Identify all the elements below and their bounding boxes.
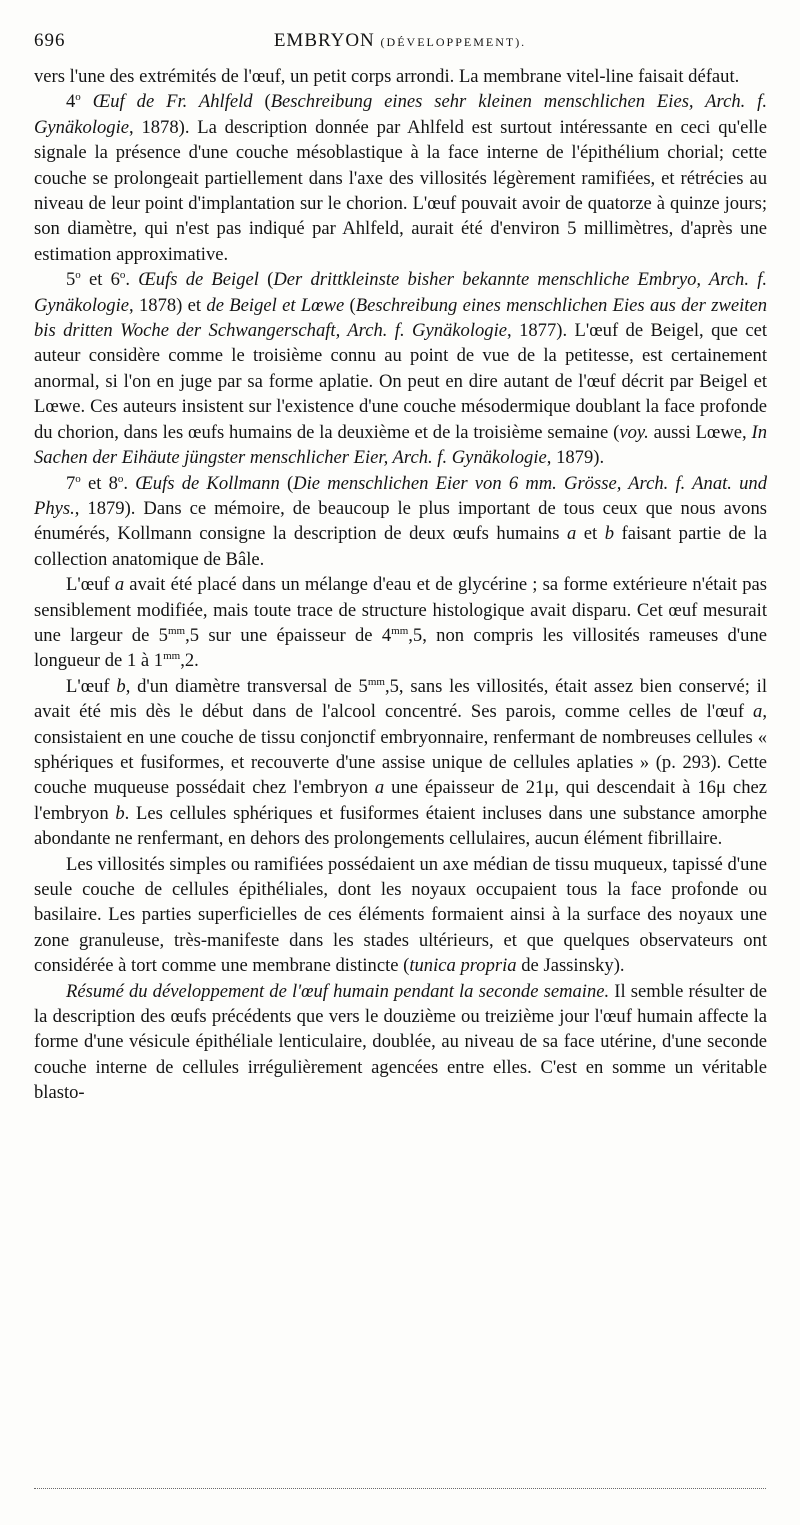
- text-run: , 1877). L'œuf de Beigel, que cet auteur considère comme le troisième connu au point de vue de la petitesse, est certainement anormal, si l'on en juge par sa forme aplatie. On peut en dire autant de l'œuf décrit par Beigel et Lœwe. Ces auteurs insistent sur l'existence d'une couche mésodermique doublant la face profonde du chorion, dans les œufs humains de la deuxième et de la troisième semaine (: [34, 320, 767, 443]
- page-header: [34, 30, 766, 54]
- text-run: vers l'une des extrémités de l'œuf, un petit corps arrondi. La membrane vitel-line faisait défaut.: [34, 66, 740, 87]
- text-run: L'œuf: [66, 574, 115, 596]
- text-run: (: [252, 91, 271, 113]
- italic-text: a: [753, 701, 763, 723]
- text-run: L'œuf: [66, 675, 117, 697]
- text-run: 5: [66, 269, 76, 291]
- superscript: o: [117, 472, 124, 485]
- italic-text: Œuf de Fr. Ahlfeld: [80, 91, 253, 113]
- paragraph: [34, 89, 767, 267]
- superscript: mm: [167, 624, 186, 637]
- text-run: , d'un diamètre transversal de 5: [125, 675, 368, 697]
- italic-text: a: [374, 777, 385, 799]
- text-run: Il semble résulter de la description des œufs précédents que vers le douzième ou treizième jour l'œuf humain affecte la forme d'une vésicule épithéliale lenticulaire, doublée, au niveau de sa face utérine, d'une seconde couche interne de cellules irrégulièrement agencées entre elles. C'est en somme un véritable blasto-: [34, 980, 767, 1104]
- running-title-subtitle: (DÉVELOPPEMENT).: [380, 35, 527, 49]
- text-run: ,5 sur une épaisseur de 4: [185, 624, 392, 646]
- text-run: 7: [66, 472, 76, 494]
- text-run: et 6: [80, 269, 120, 291]
- superscript: mm: [163, 650, 181, 663]
- italic-text: tunica propria: [409, 955, 517, 977]
- footer-rule: [34, 1488, 766, 1489]
- italic-text: de Beigel et Lœwe: [206, 294, 345, 316]
- text-run: ,5, non compris les villosités rameuses d'une longueur de 1 à 1: [34, 624, 767, 672]
- text-run: aussi Lœwe,: [648, 421, 752, 443]
- italic-text: a: [114, 574, 125, 596]
- superscript: o: [75, 472, 81, 485]
- italic-text: Die menschlichen Eier von 6 mm. Grösse, Arch. f. Anat. und Phys.: [34, 472, 768, 519]
- text-run: de Jassinsky).: [516, 955, 625, 977]
- italic-text: a: [566, 523, 577, 545]
- text-run: . Les cellules sphériques et fusiformes étaient incluses dans une substance amorphe abondante ne renfermant, en dehors des prolongements cellulaires, aucun élément fibrillaire.: [34, 802, 768, 850]
- text-run: une épaisseur de 21μ, qui descendait à 16μ chez l'embryon: [34, 777, 767, 824]
- paragraph: [34, 471, 767, 573]
- paragraph: [34, 267, 767, 470]
- superscript: mm: [391, 624, 409, 637]
- superscript: mm: [367, 675, 385, 688]
- text-run: et: [576, 523, 605, 545]
- text-run: ,5, sans les villosités, était assez bien conservé; il avait été mis dès le début dans de l'alcool concentré. Ses parois, comme celles de l'œuf: [34, 675, 768, 723]
- paragraph: [34, 64, 767, 89]
- italic-text: Der drittkleinste bisher bekannte menschliche Embryo, Arch. f. Gynäkologie: [34, 269, 768, 316]
- italic-text: Œufs de Kollmann: [135, 472, 280, 494]
- superscript: o: [75, 269, 81, 282]
- paragraph: [34, 572, 767, 674]
- italic-text: b: [116, 675, 126, 697]
- text-run: (: [279, 472, 294, 494]
- running-title-main: EMBRYON: [273, 30, 375, 51]
- text-run: et 8: [80, 472, 118, 494]
- running-title: [34, 30, 766, 52]
- text-run: , consistaient en une couche de tissu conjonctif embryonnaire, renfermant de nombreuses cellules « sphériques et fusiformes, et recouverte d'une assise unique de cellules aplaties » (p. 293). Cette couche muqueuse possédait chez l'embryon: [34, 701, 767, 799]
- text-run: , 1878) et: [129, 294, 207, 316]
- italic-text: Beschreibung eines sehr kleinen menschlichen Eies, Arch. f. Gynäkologie: [34, 91, 767, 138]
- text-run: avait été placé dans un mélange d'eau et de glycérine ; sa forme extérieure n'était pas sensiblement modifiée, mais toute trace de structure histologique avait disparu. Cet œuf mesurait une largeur de 5: [34, 574, 767, 646]
- text-run: , 1878). La description donnée par Ahlfeld est surtout intéressante en ceci qu'elle signale la présence d'une couche mésoblastique à la face interne de l'épithélium chorial; cette couche se prolongeait partiellement dans l'axe des villosités légèrement ramifiées, et rétrécies au niveau de leur point d'implantation sur le chorion. L'œuf pouvait avoir de quatorze à quinze jours; son diamètre, qui n'est pas indiqué par Ahlfeld, aurait été d'environ 5 millimètres, d'après une estimation approximative.: [34, 116, 767, 265]
- paragraph: [34, 979, 767, 1106]
- text-run: 4: [66, 91, 76, 113]
- paragraph: [34, 852, 767, 979]
- text-run: faisant partie de la collection anatomique de Bâle.: [34, 523, 767, 570]
- text-run: (: [258, 269, 274, 291]
- superscript: o: [75, 91, 81, 104]
- text-run: , 1879). Dans ce mémoire, de beaucoup le plus important de tous ceux que nous avons énumérés, Kollmann consigne la description de deux œufs humains: [34, 497, 767, 545]
- paragraph: [34, 674, 767, 852]
- text-run: .: [123, 472, 136, 494]
- text-run: .: [125, 269, 139, 291]
- text-run: Les villosités simples ou ramifiées possédaient un axe médian de tissu muqueux, tapissé d'une seule couche de cellules épithéliales, dont les noyaux occupaient tous la face profonde ou basilaire. Les parties superficielles de ces éléments formaient ainsi à la surface des noyaux une zone granuleuse, très-manifeste dans les stades ultérieurs, et que quelques observateurs ont considérée à tort comme une membrane distincte (: [34, 853, 767, 977]
- text-run: ,2.: [180, 650, 199, 672]
- page-number: 696: [34, 30, 66, 51]
- text-run: , 1879).: [546, 447, 605, 469]
- page-body: [34, 64, 767, 1106]
- italic-text: Beschreibung eines menschlichen Eies aus der zweiten bis dritten Woche der Schwangerschaft, Arch. f. Gynäkologie: [34, 294, 767, 342]
- italic-text: b: [604, 523, 615, 545]
- italic-text: voy.: [619, 421, 649, 443]
- italic-text: Résumé du développement de l'œuf humain pendant la seconde semaine.: [66, 980, 610, 1002]
- superscript: o: [119, 269, 126, 282]
- italic-text: b: [115, 802, 125, 824]
- text-run: (: [344, 294, 356, 316]
- italic-text: Œufs de Beigel: [138, 269, 259, 291]
- italic-text: In Sachen der Eihäute jüngster menschlicher Eier, Arch. f. Gynäkologie: [34, 421, 768, 469]
